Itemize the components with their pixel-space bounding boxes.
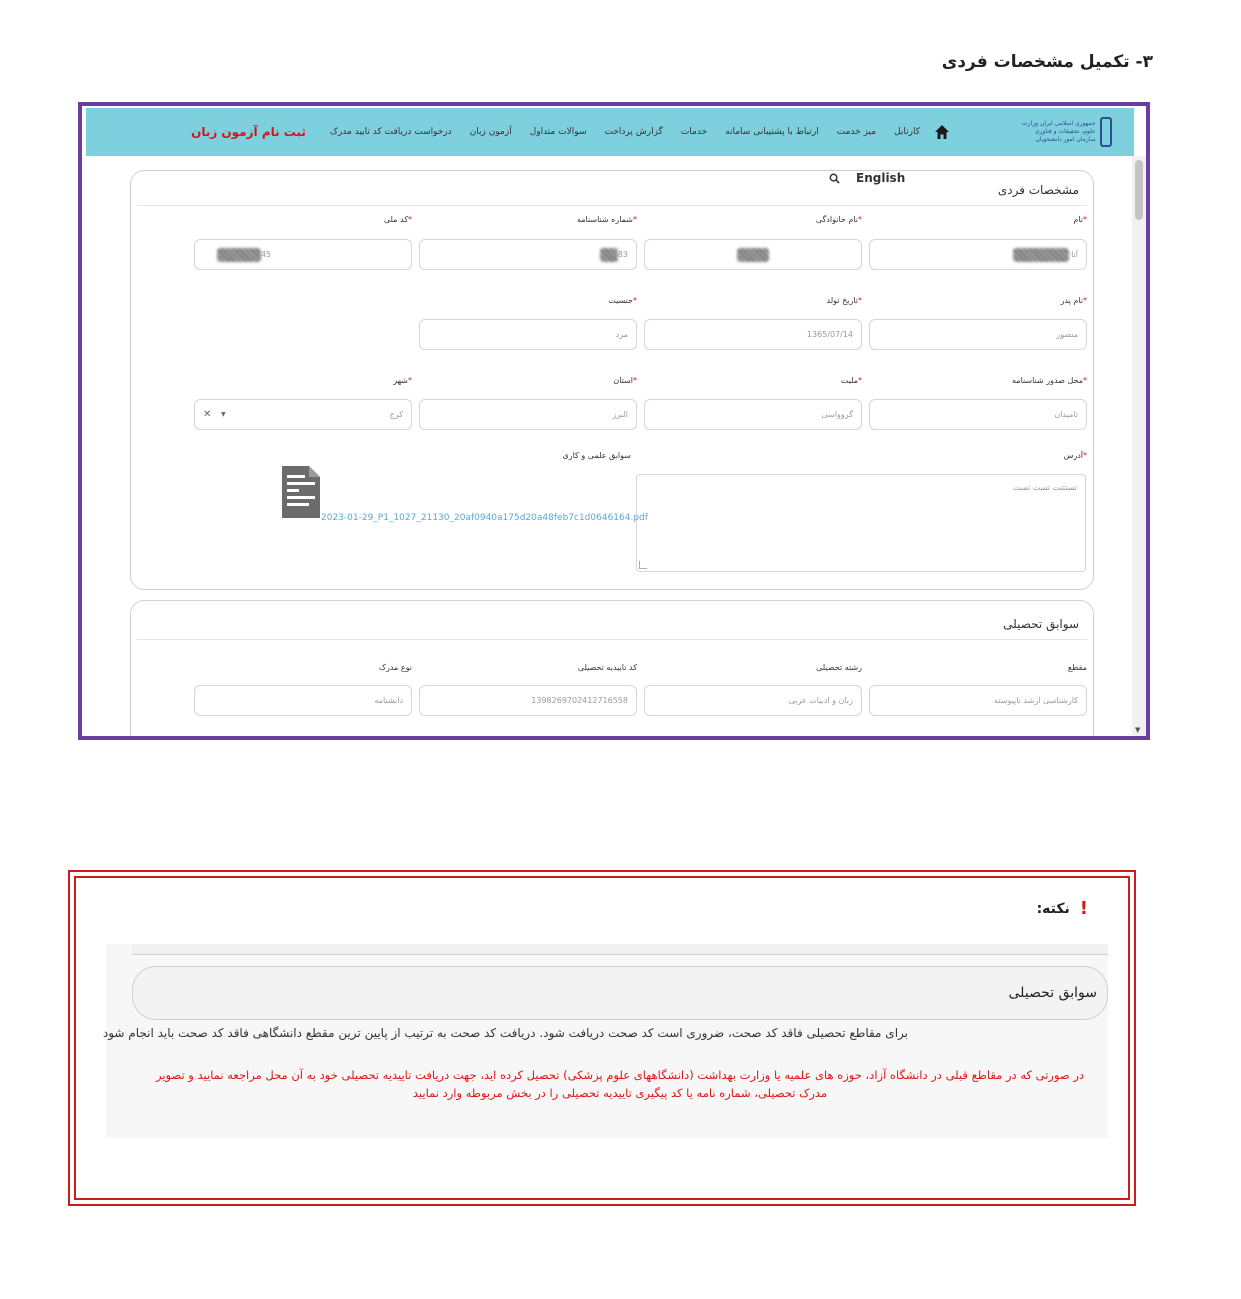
issue-place-field[interactable]: تامیدان xyxy=(869,399,1087,430)
nav-item-language-exam[interactable]: آزمون زبان xyxy=(469,127,512,137)
verification-code-label: کد تاییدیه تحصیلی xyxy=(577,663,637,672)
last-name-field[interactable] xyxy=(644,239,862,270)
redacted-blur xyxy=(600,248,618,262)
top-navbar xyxy=(86,108,1134,156)
nationality-field[interactable]: گروواسی xyxy=(644,399,862,430)
card-divider xyxy=(137,639,1087,640)
first-name-field[interactable]: آتا xyxy=(869,239,1087,270)
document-icon[interactable] xyxy=(281,465,321,519)
gender-label: *جنسیت xyxy=(608,296,637,305)
note-inner-border xyxy=(74,876,1130,1200)
ministry-logo[interactable] xyxy=(1020,112,1112,152)
screenshot-frame xyxy=(78,102,1150,740)
cv-label: سوابق علمی و کاری xyxy=(562,451,631,460)
nav-item-services[interactable]: خدمات xyxy=(680,127,708,137)
nav-item-payment-report[interactable]: گزارش پرداخت xyxy=(604,127,663,137)
resize-handle-icon[interactable] xyxy=(639,561,647,569)
chevron-down-icon[interactable]: ▼ xyxy=(221,411,226,418)
emblem-icon xyxy=(1100,117,1112,147)
level-label: مقطع xyxy=(1067,663,1087,672)
clear-icon[interactable]: ✕ xyxy=(203,409,212,420)
note-title: نکته: xyxy=(1036,900,1070,917)
issue-place-label: *محل صدور شناسنامه xyxy=(1012,376,1087,385)
language-switch[interactable] xyxy=(829,171,905,185)
gender-field[interactable]: مرد xyxy=(419,319,637,350)
education-section-title: سوابق تحصیلی xyxy=(1008,985,1097,1001)
national-code-field[interactable]: 45 xyxy=(194,239,412,270)
doc-type-field[interactable]: دانشنامه xyxy=(194,685,412,716)
province-label: *استان xyxy=(613,376,637,385)
address-label: *آدرس xyxy=(1063,451,1087,460)
note-warning: در صورتی که در مقاطع قبلی در دانشگاه آزاد، حوزه های علمیه یا وزارت بهداشت (دانشگاههای علوم پزشکی) تحصیل کرده اید، جهت دریافت تاییدیه تحصیلی خود به آن محل مراجعه نمایید و تصویر مدرک تحصیلی، شماره نامه یا کد پیگیری تاییدیه تحصیلی را در بخش مربوطه وارد نمایید xyxy=(155,1068,1084,1100)
national-code-label: *کد ملی xyxy=(383,215,412,224)
field-of-study-field[interactable]: زبان و ادبیات عربی xyxy=(644,685,862,716)
note-header xyxy=(1037,898,1088,919)
city-label: *شهر xyxy=(393,376,412,385)
logo-text: جمهوری اسلامی ایران وزارت علوم، تحقیقات و فناوری سازمان امور دانشجویان xyxy=(1022,120,1096,143)
note-screenshot xyxy=(102,944,1108,1138)
father-name-field[interactable]: منصور xyxy=(869,319,1087,350)
first-name-label: *نام xyxy=(1073,215,1087,224)
last-name-label: *نام خانوادگی xyxy=(815,215,862,224)
address-textarea[interactable]: تستتتت تست تست xyxy=(636,474,1086,572)
cv-file-link[interactable]: 2023-01-29_P1_1027_21130_20af0940a175d20a48feb7c1d0646164.pdf xyxy=(321,513,648,523)
language-exam-register-link[interactable]: ثبت نام آزمون زبان xyxy=(191,125,306,139)
english-link[interactable]: English xyxy=(856,171,906,185)
level-field[interactable]: کارشناسی ارشد ناپیوسته xyxy=(869,685,1087,716)
personal-details-card xyxy=(130,170,1094,590)
previous-card-edge xyxy=(132,944,1108,955)
nav-item-verification-request[interactable]: درخواست دریافت کد تایید مدرک xyxy=(329,127,452,137)
education-title: سوابق تحصیلی xyxy=(1003,617,1079,631)
personal-details-title: مشخصات فردی xyxy=(997,183,1079,197)
search-icon[interactable] xyxy=(829,173,840,184)
id-number-field[interactable]: 83 xyxy=(419,239,637,270)
note-instruction: برای مقاطع تحصیلی فاقد کد صحت، ضروری است کد صحت دریافت شود. دریافت کد صحت به ترتیب از پایین ترین مقطع دانشگاهی فاقد کد صحت باید انجام شود xyxy=(102,1026,908,1040)
page-scrollbar[interactable] xyxy=(1132,156,1146,740)
nav-item-faq[interactable]: سوالات متداول xyxy=(529,127,587,137)
card-divider xyxy=(137,205,1087,206)
scroll-down-icon[interactable]: ▼ xyxy=(1135,726,1141,734)
scrollbar-thumb[interactable] xyxy=(1135,160,1143,220)
note-box xyxy=(68,870,1136,1206)
education-section-card xyxy=(132,966,1108,1020)
birth-date-label: *تاریخ تولد xyxy=(826,296,862,305)
birth-date-field[interactable]: 1365/07/14 xyxy=(644,319,862,350)
redacted-blur xyxy=(1013,248,1069,262)
city-select[interactable]: کرج ✕ ▼ xyxy=(194,399,412,430)
nationality-label: *ملیت xyxy=(840,376,862,385)
page-heading: ۳- تکمیل مشخصات فردی xyxy=(941,52,1153,72)
nav-item-support[interactable]: ارتباط با پشتیبانی سامانه xyxy=(725,127,819,137)
nav-item-kartabl[interactable]: کارتابل xyxy=(894,127,920,137)
father-name-label: *نام پدر xyxy=(1060,296,1087,305)
redacted-blur xyxy=(217,248,261,262)
province-field[interactable]: البرز xyxy=(419,399,637,430)
redacted-blur xyxy=(737,248,769,262)
doc-type-label: نوع مدرک xyxy=(378,663,412,672)
nav-item-service-desk[interactable]: میز خدمت xyxy=(836,127,877,137)
id-number-label: *شماره شناسنامه xyxy=(576,215,637,224)
education-card xyxy=(130,600,1094,740)
field-of-study-label: رشته تحصیلی xyxy=(816,663,862,672)
home-icon[interactable] xyxy=(934,124,950,140)
verification-code-field[interactable]: 1398269702412716558 xyxy=(419,685,637,716)
warning-icon: ! xyxy=(1079,898,1088,919)
